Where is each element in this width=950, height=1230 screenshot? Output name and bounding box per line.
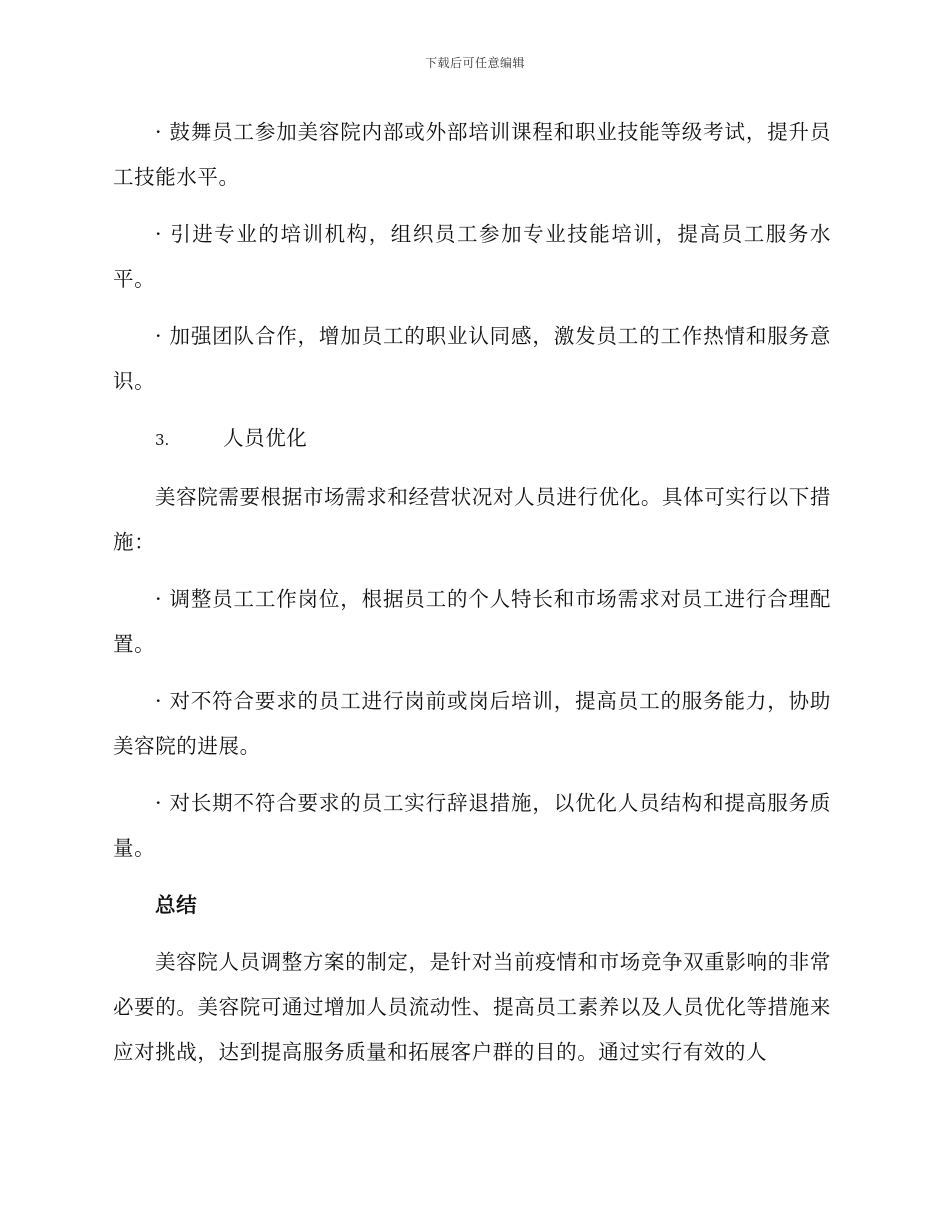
section-title: 人员优化 [223,426,308,450]
document-body [113,110,831,1087]
summary-paragraph: 美容院人员调整方案的制定，是针对当前疫情和市场竞争双重影响的非常必要的。美容院可通过增加人员流动性、提高员工素养以及人员优化等措施来应对挑战，达到提高服务质量和拓展客户群的目的。通过实行有效的人 [113,950,831,1064]
bullet-paragraph-training-exams: · 鼓舞员工参加美容院内部或外部培训课程和职业技能等级考试，提升员工技能水平。 [113,120,831,189]
section-number: 3. [155,431,170,449]
page-header: 下载后可任意编辑 [424,56,525,70]
bullet-paragraph-retraining: · 对不符合要求的员工进行岗前或岗后培训，提高员工的服务能力，协助美容院的进展。 [113,689,831,758]
bullet-paragraph-teamwork: · 加强团队合作，增加员工的职业认同感，激发员工的工作热情和服务意识。 [113,324,831,393]
bullet-paragraph-dismissal: · 对长期不符合要求的员工实行辞退措施，以优化人员结构和提高服务质量。 [113,791,831,860]
summary-heading: 总结 [155,893,198,917]
bullet-paragraph-training-institutions: · 引进专业的培训机构，组织员工参加专业技能培训，提高员工服务水平。 [113,222,831,291]
bullet-paragraph-adjust-positions: · 调整员工工作岗位，根据员工的个人特长和市场需求对员工进行合理配置。 [113,587,831,656]
section-heading-staff-optimization [113,416,831,463]
paragraph-optimization-intro: 美容院需要根据市场需求和经营状况对人员进行优化。具体可实行以下措施： [113,485,831,554]
